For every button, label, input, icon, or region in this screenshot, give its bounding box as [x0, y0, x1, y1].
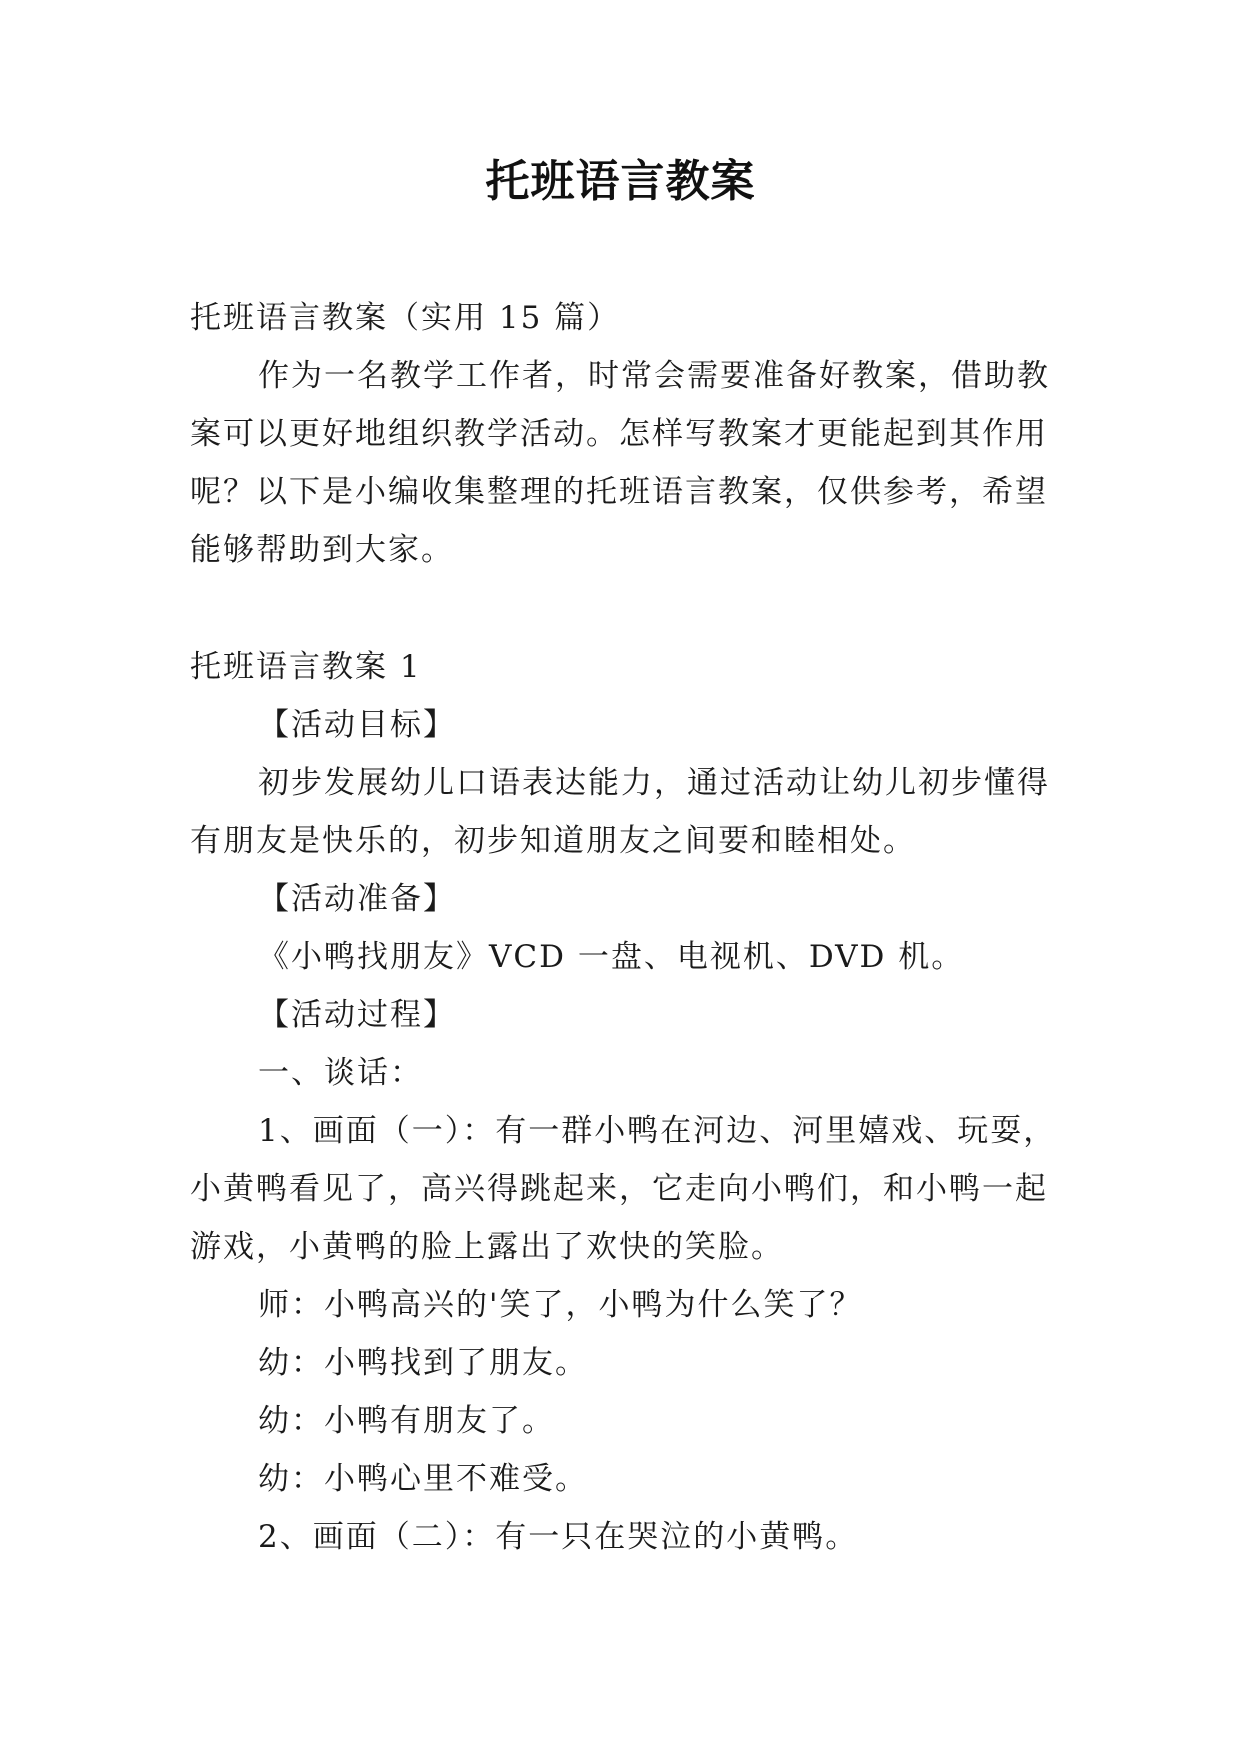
dialog-line: 幼：小鸭找到了朋友。 — [258, 1345, 588, 1381]
goal-heading: 【活动目标】 — [258, 707, 456, 743]
dialog-line: 师：小鸭高兴的'笑了，小鸭为什么笑了？ — [258, 1287, 863, 1323]
goal-line: 有朋友是快乐的，初步知道朋友之间要和睦相处。 — [190, 823, 916, 859]
process-heading: 【活动过程】 — [258, 997, 456, 1033]
intro-line: 能够帮助到大家。 — [190, 532, 454, 568]
dialog-line: 幼：小鸭有朋友了。 — [258, 1403, 555, 1439]
scene2-line: 2、画面（二）：有一只在哭泣的小黄鸭。 — [258, 1519, 859, 1555]
scene1-line: 小黄鸭看见了，高兴得跳起来，它走向小鸭们，和小鸭一起 — [190, 1171, 1048, 1207]
intro-line: 作为一名教学工作者，时常会需要准备好教案，借助教 — [258, 358, 1050, 394]
goal-line: 初步发展幼儿口语表达能力，通过活动让幼儿初步懂得 — [258, 765, 1050, 801]
talk-heading: 一、谈话： — [258, 1055, 423, 1091]
section-heading: 托班语言教案 1 — [190, 649, 422, 685]
prep-line: 《小鸭找朋友》VCD 一盘、电视机、DVD 机。 — [258, 939, 965, 975]
document-subtitle: 托班语言教案（实用 15 篇） — [190, 300, 621, 336]
scene1-line: 游戏，小黄鸭的脸上露出了欢快的笑脸。 — [190, 1229, 784, 1265]
intro-line: 案可以更好地组织教学活动。怎样写教案才更能起到其作用 — [190, 416, 1048, 452]
document-title: 托班语言教案 — [485, 156, 756, 207]
prep-heading: 【活动准备】 — [258, 881, 456, 917]
scene1-line: 1、画面（一）：有一群小鸭在河边、河里嬉戏、玩耍， — [258, 1113, 1057, 1149]
intro-line: 呢？以下是小编收集整理的托班语言教案，仅供参考，希望 — [190, 474, 1048, 510]
dialog-line: 幼：小鸭心里不难受。 — [258, 1461, 588, 1497]
